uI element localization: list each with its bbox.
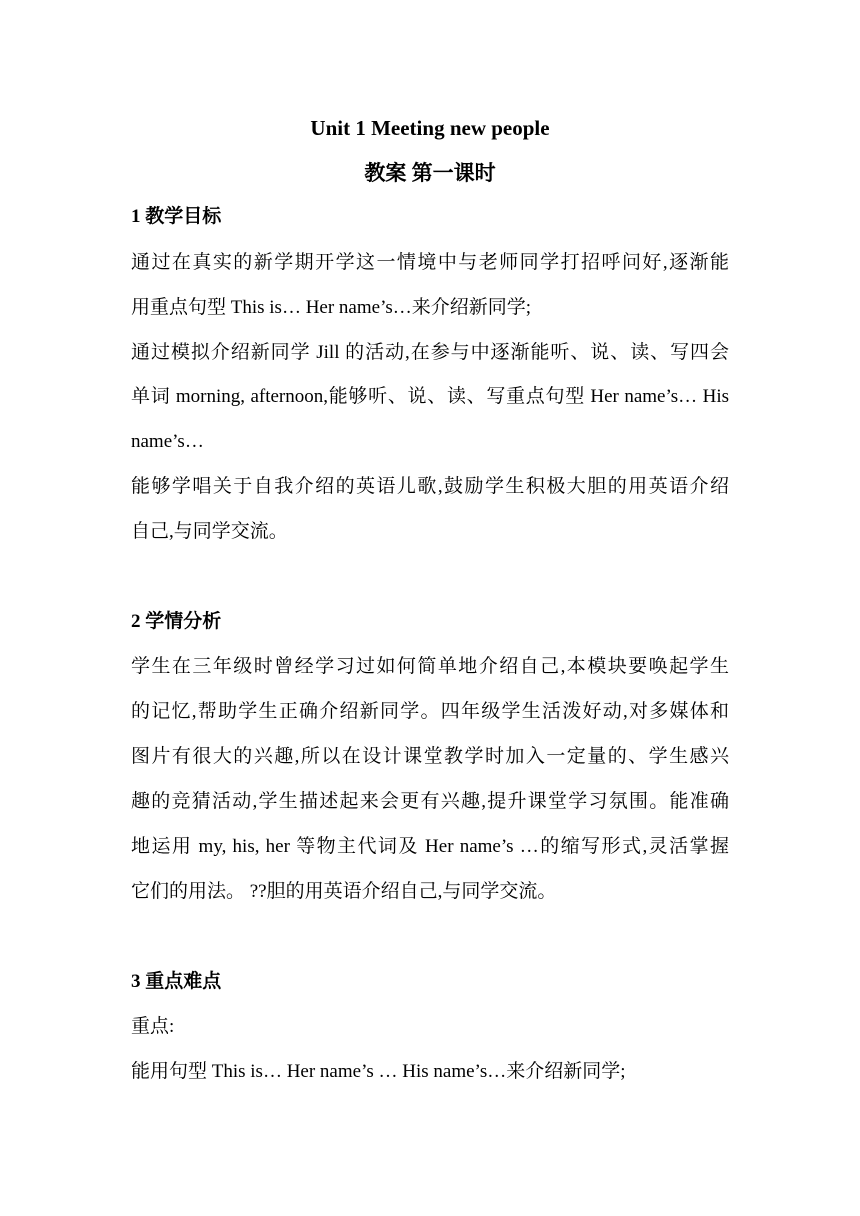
paragraph-line: 地运用 my, his, her 等物主代词及 Her name’s …的缩写形式,灵活掌握 (131, 836, 729, 857)
paragraph-line: 它们的用法。 ??胆的用英语介绍自己,与同学交流。 (131, 881, 557, 902)
paragraph-line: 的记忆,帮助学生正确介绍新同学。四年级学生活泼好动,对多媒体和 (131, 701, 729, 722)
paragraph-line: 能够学唱关于自我介绍的英语儿歌,鼓励学生积极大胆的用英语介绍 (131, 476, 729, 497)
paragraph-line: 能用句型 This is… Her name’s … His name’s…来介绍新同学; (131, 1061, 626, 1082)
section-heading-analysis: 2 学情分析 (131, 611, 222, 632)
paragraph-line: 趣的竞猜活动,学生描述起来会更有兴趣,提升课堂学习氛围。能准确 (131, 791, 729, 812)
document-title: Unit 1 Meeting new people (310, 116, 550, 140)
paragraph-line: 单词 morning, afternoon,能够听、说、读、写重点句型 Her name’s… His (131, 386, 729, 407)
paragraph-line: 自己,与同学交流。 (131, 521, 288, 542)
paragraph-line: 图片有很大的兴趣,所以在设计课堂教学时加入一定量的、学生感兴 (131, 746, 729, 767)
paragraph-line: 学生在三年级时曾经学习过如何简单地介绍自己,本模块要唤起学生 (131, 656, 729, 677)
paragraph-line: 用重点句型 This is… Her name’s…来介绍新同学; (131, 297, 532, 318)
paragraph-line: 通过在真实的新学期开学这一情境中与老师同学打招呼问好,逐渐能 (131, 252, 729, 273)
paragraph-line: 重点: (131, 1016, 175, 1037)
paragraph-line: name’s… (131, 431, 204, 452)
section-heading-objectives: 1 教学目标 (131, 206, 222, 227)
document-subtitle: 教案 第一课时 (364, 161, 496, 185)
paragraph-line: 通过模拟介绍新同学 Jill 的活动,在参与中逐渐能听、说、读、写四会 (131, 342, 729, 363)
section-heading-key-points: 3 重点难点 (131, 971, 222, 992)
